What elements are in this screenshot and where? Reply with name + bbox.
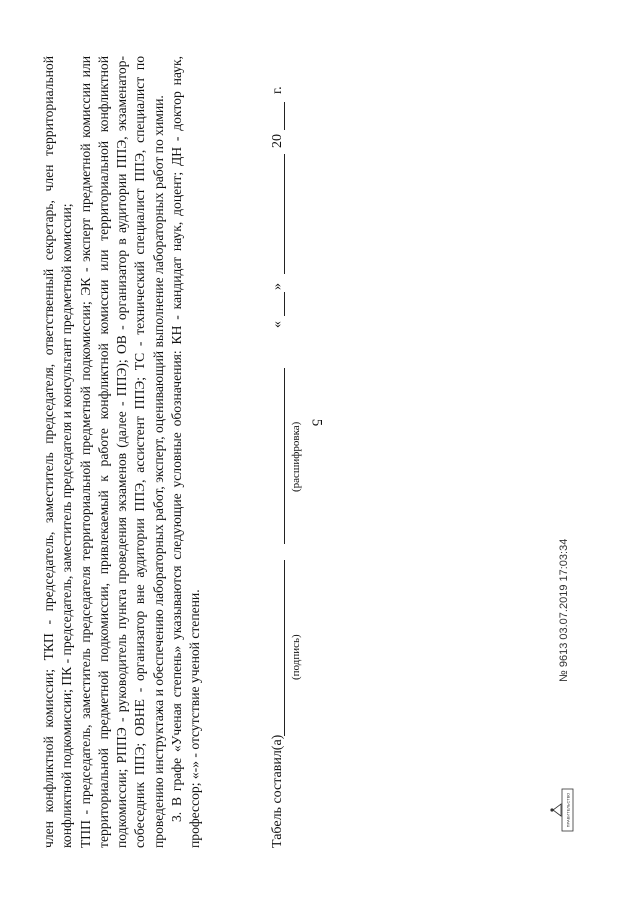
notes-text: [40, 56, 205, 848]
signature-caption: (подпись): [290, 634, 302, 680]
document-body: [40, 56, 600, 848]
signature-block: [270, 56, 330, 848]
registration-stamp: [536, 40, 596, 832]
paragraph: член конфликтной комиссии; ТКП - председатель, заместитель председателя, ответственный секретарь, член территориальной конфликтной подкомиссии; ПК - председатель, заместитель председателя и консультант предметной комиссии;: [41, 56, 75, 848]
decryption-caption: (расшифровка): [290, 421, 302, 492]
date-month-line: [284, 154, 285, 274]
date-close-quote: »: [270, 283, 285, 290]
government-logo-icon: [548, 788, 574, 832]
date-century: 20: [270, 134, 285, 148]
signature-line: [284, 560, 285, 736]
registration-number: № 9613 03.07.2019 17:03:34: [558, 538, 570, 682]
date-open-quote: «: [270, 321, 285, 328]
date-year-line: [284, 102, 285, 130]
signature-label: Табель составил(а): [270, 734, 285, 848]
decryption-line: [284, 368, 285, 544]
logo-word: ПРАВИТЕЛЬСТВО: [565, 792, 571, 828]
date-suffix: г.: [270, 86, 285, 94]
page-number: 5: [308, 418, 325, 427]
date-day-line: [284, 292, 285, 316]
paragraph: ТПП - председатель, заместитель председателя территориальной предметной подкомиссии; ЭК - эксперт предметной комиссии или территориальной предметной подкомиссии, привлекаемый к работе конфликтной комиссии или территориальной конфликтной подкомиссии; РППЭ - руководитель пункта проведения экзаменов (далее - ППЭ); ОВ - организатор в аудитории ППЭ, экзаменатор-собеседник ППЭ; ОВНЕ - организатор вне аудитории ППЭ, ассистент ППЭ; ТС - технический специалист ППЭ, специалист по проведению инструктажа и обеспечению лабораторных работ, эксперт, оценивающий выполнение лабораторных работ по химии.: [77, 56, 166, 848]
paragraph: 3. В графе «Ученая степень» указываются следующие условные обозначения: КН - кандидат наук, доцент; ДН - доктор наук, профессор; «-» - отсутствие ученой степени.: [169, 56, 203, 848]
